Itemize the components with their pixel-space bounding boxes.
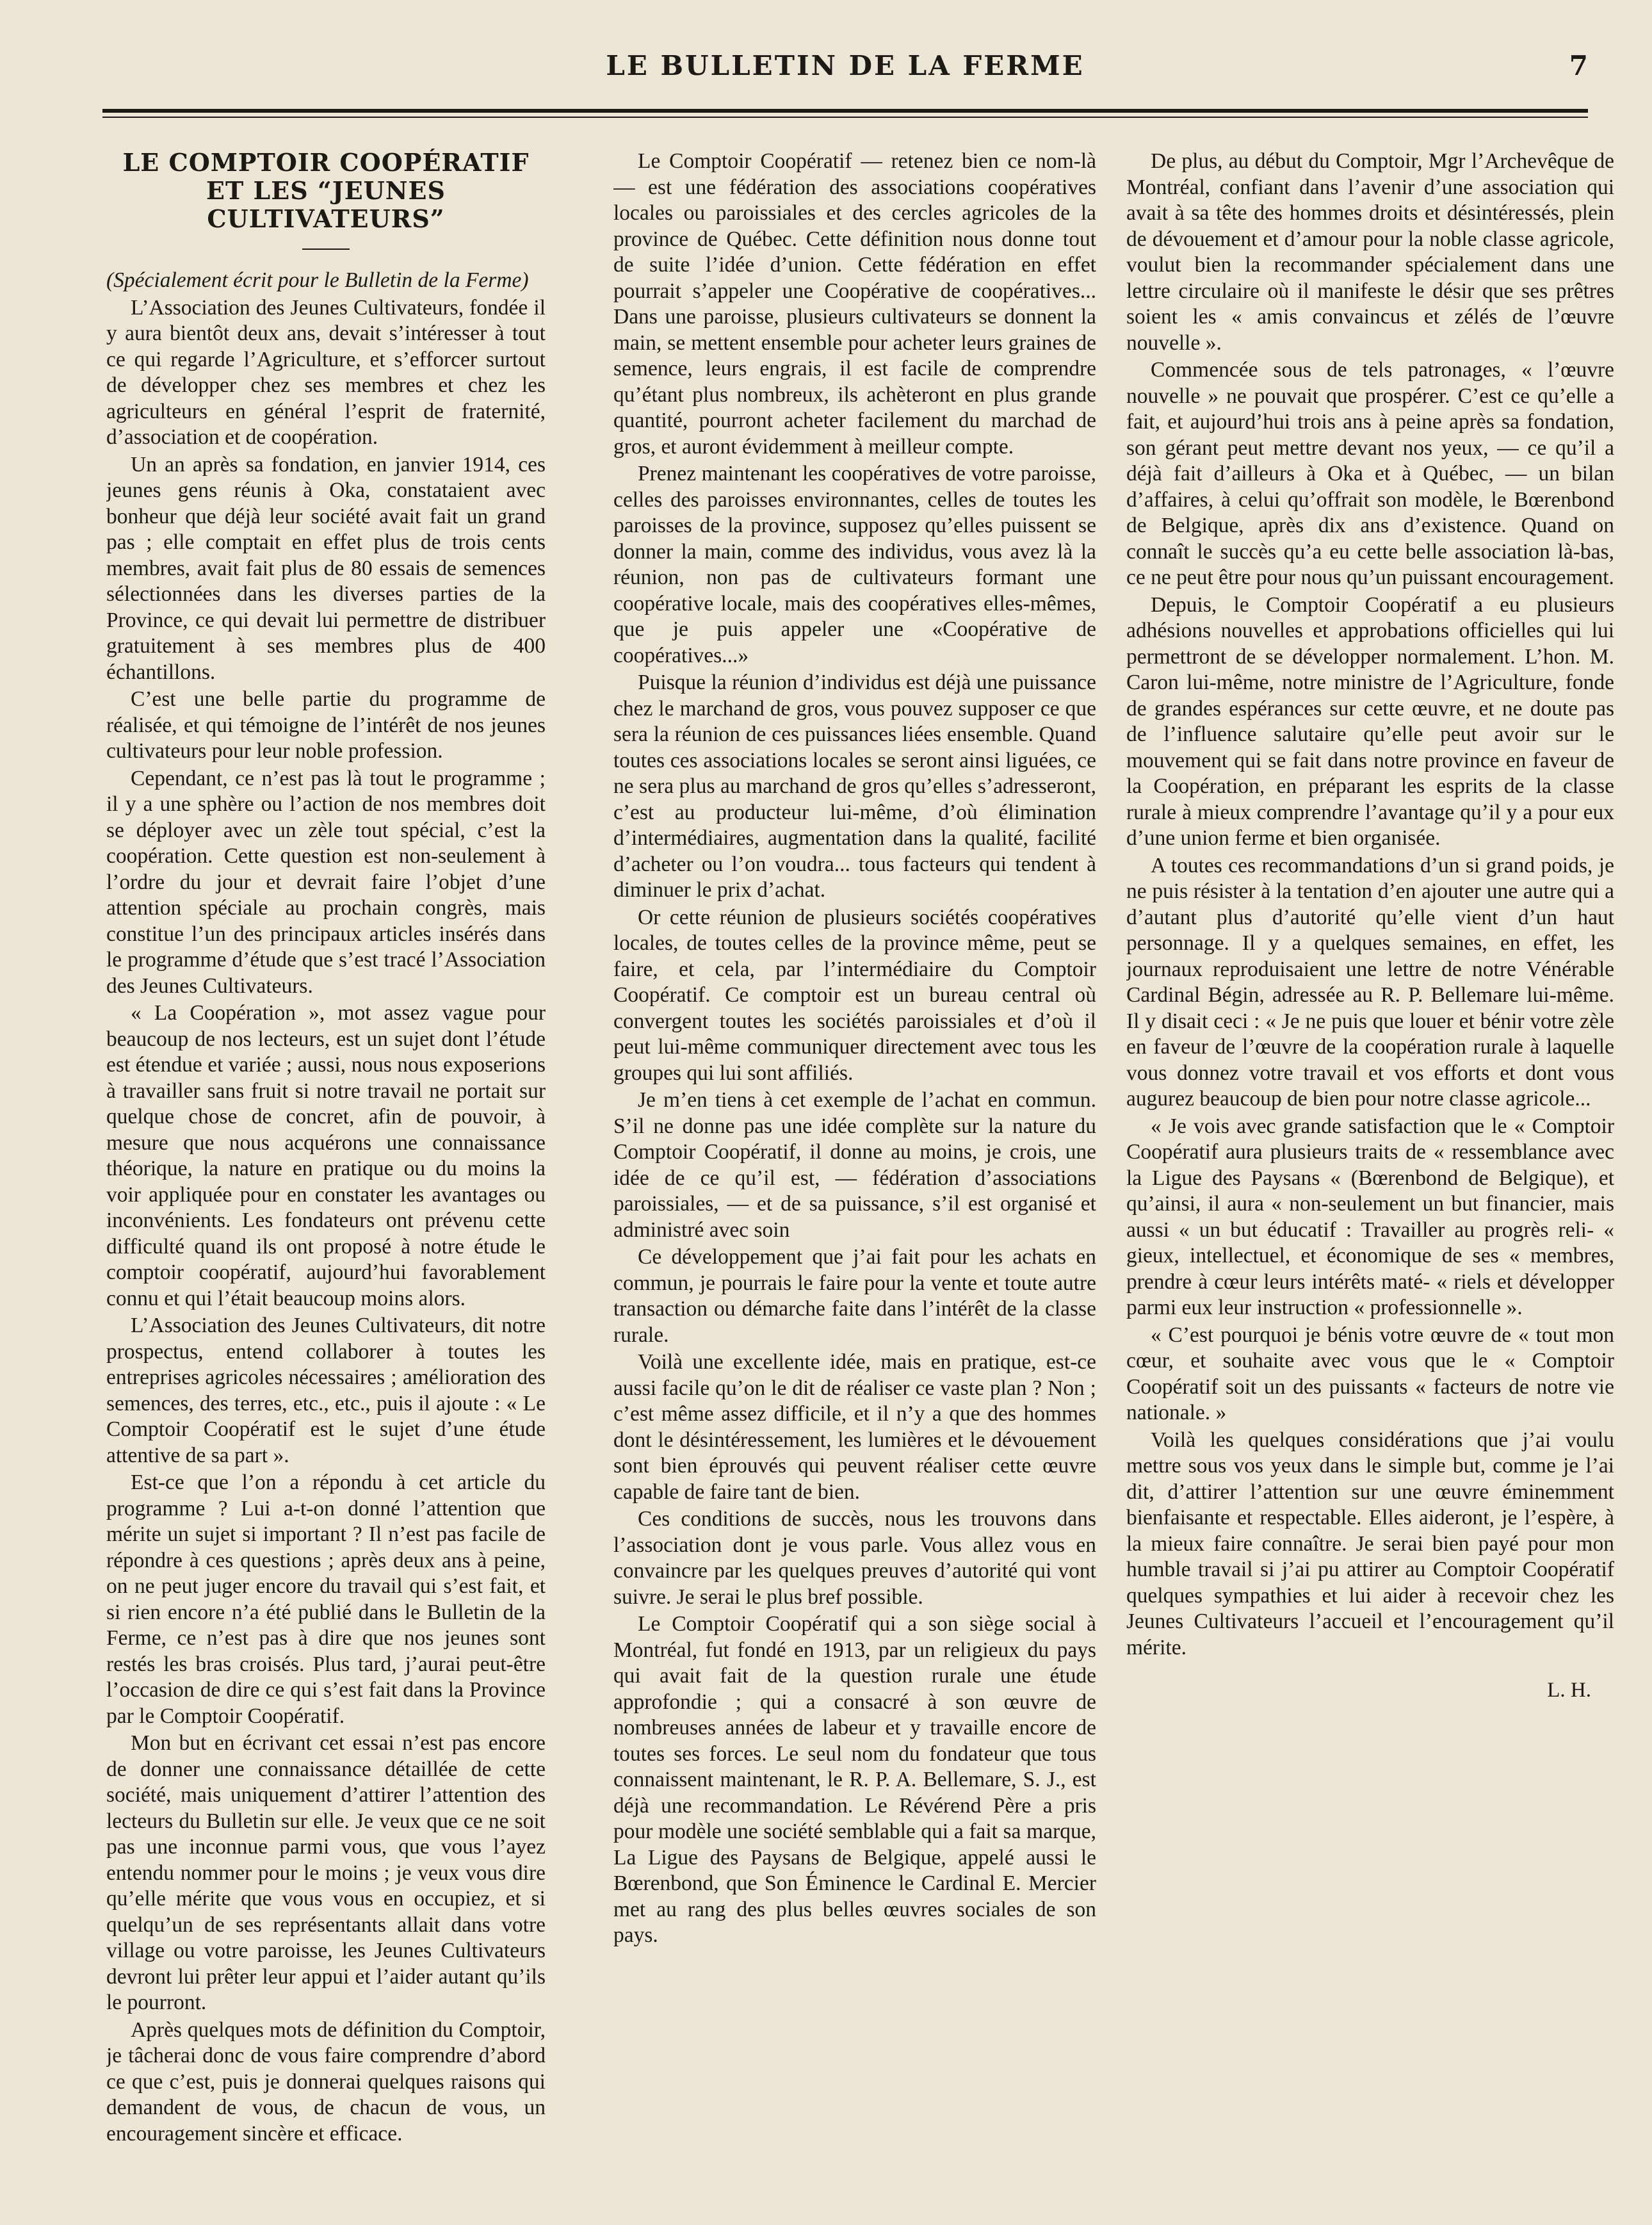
article-paragraph: Cependant, ce n’est pas là tout le programme ; il y a une sphère ou l’action de nos membres doit se déployer avec un zèle tout spécial, c’est la coopération. Cette question est non-seulement à l’ordre du jour et devrait faire l’objet d’une attention spéciale au prochain congrès, mais constitue l’un des principaux articles insérés dans le programme d’étude que s’est tracé l’Association des Jeunes Cultivateurs. — [106, 766, 546, 998]
running-header — [102, 50, 1588, 95]
article-paragraph: Voilà une excellente idée, mais en pratique, est-ce aussi facile qu’on le dit de réaliser ce vaste plan ? Non ; c’est même assez difficile, et il n’y a que des hommes dont le désintéressement, les lumières et le dévouement sont bien éprouvés qui peuvent réaliser cette œuvre capable de faire tant de bien. — [613, 1350, 1096, 1504]
article-paragraph: A toutes ces recommandations d’un si grand poids, je ne puis résister à la tentation d’en ajouter une autre qui a d’autant plus d’autorité qu’elle vient d’un haut personnage. Il y a quelques semaines, en effet, les journaux reproduisaient une lettre de notre Vénérable Cardinal Bégin, adressée au R. P. Bellemare lui-même. Il y disait ceci : « Je ne puis que louer et bénir votre zèle en faveur de l’œuvre de la coopération rurale à laquelle vous donnez votre travail et vos efforts et dont vous augurez beaucoup de bien pour notre classe agricole... — [1126, 853, 1614, 1111]
article-paragraph: Puisque la réunion d’individus est déjà une puissance chez le marchand de gros, vous pouvez supposer ce que sera la réunion de ces puissances liées ensemble. Quand toutes ces associations locales se seront ainsi liguées, ce ne sera plus au marchand de gros qu’elles s’adresseront, c’est au producteur lui-même, d’où élimination d’intermédiaires, augmentation dans la qualité, facilité d’acheter ou l’on voudra... tous facteurs qui tendent à diminuer le prix d’achat. — [613, 671, 1096, 902]
article-paragraph: Depuis, le Comptoir Coopératif a eu plusieurs adhésions nouvelles et approbations officielles qui lui permettront de se développer normalement. L’hon. M. Caron lui-même, notre ministre de l’Agriculture, fonde de grandes espérances sur cette œuvre, et ne doute pas de l’influence salutaire qu’elle peut avoir sur le mouvement qui se fait dans notre province en faveur de la Coopération, en préparant les esprits de la classe rurale à mieux comprendre l’avantage qu’il y a pour eux d’une union ferme et bien organisée. — [1126, 592, 1614, 850]
article-paragraph: C’est une belle partie du programme de réalisée, et qui témoigne de l’intérêt de nos jeunes cultivateurs pour leur noble profession. — [106, 687, 546, 763]
article-column-2 — [613, 149, 1096, 2185]
header-rule-thick — [102, 109, 1588, 113]
article-paragraph: « La Coopération », mot assez vague pour beaucoup de nos lecteurs, est un sujet dont l’étude est étendue et variée ; aussi, nous nous exposerions à travailler sans fruit si notre travail ne portait sur quelque chose de concret, afin de pouvoir, à mesure que nous acquérons une connaissance théorique, la nature en pratique ou du moins la voir appliquée pour en constater les avantages ou inconvénients. Les fondateurs ont prévenu cette difficulté quand ils ont proposé à notre étude le comptoir coopératif, aujourd’hui favorablement connu et qui l’était beaucoup moins alors. — [106, 1001, 546, 1310]
article-byline: (Spécialement écrit pour le Bulletin de la Ferme) — [106, 268, 529, 292]
article-paragraph: Or cette réunion de plusieurs sociétés coopératives locales, de toutes celles de la province même, peut se faire, et cela, par l’intermédiaire du Comptoir Coopératif. Ce comptoir est un bureau central où convergent toutes les sociétés paroissiales et d’où il peut lui-même communiquer directement avec tous les groupes qui lui sont affiliés. — [613, 905, 1096, 1085]
article-paragraph: Prenez maintenant les coopératives de votre paroisse, celles des paroisses environnantes, celles de toutes les paroisses de la province, supposez qu’elles puissent se donner la main, comme des individus, vous avez là la réunion, non pas de cultivateurs formant une coopérative locale, mais des coopératives elles-mêmes, que je puis appeler une «Coopérative de coopératives...» — [613, 462, 1096, 667]
headline-divider — [302, 249, 350, 250]
article-paragraph: « Je vois avec grande satisfaction que le « Comptoir Coopératif aura plusieurs traits de « ressemblance avec la Ligue des Paysans « (Bœrenbond de Belgique), et qu’ainsi, il aura « non-seulement un but financier, mais aussi « un but éducatif : Travailler au progrès reli- « gieux, intellectuel, et économique de ses « membres, prendre à cœur leurs intérêts maté- « riels et développer parmi eux leur instruction « professionnelle ». — [1126, 1114, 1614, 1319]
publication-title: LE BULLETIN DE LA FERME — [606, 50, 1085, 81]
article-paragraph: Mon but en écrivant cet essai n’est pas encore de donner une connaissance détaillée de cette société, mais uniquement d’attirer l’attention des lecteurs du Bulletin sur elle. Je veux que ce ne soit pas une inconnue parmi vous, que vous l’ayez entendu nommer pour le moins ; je veux vous dire qu’elle mérite que vous vous en occupiez, et si quelqu’un de ses représentants allait dans votre village ou votre paroisse, les Jeunes Cultivateurs devront lui prêter leur appui et l’aider autant qu’ils le pourront. — [106, 1731, 546, 2014]
article-paragraph: Voilà les quelques considérations que j’ai voulu mettre sous vos yeux dans le simple but, comme je l’ai dit, d’attirer l’attention sur une œuvre éminemment bienfaisante et respectable. Elles aideront, je l’espère, à la mieux faire connaître. Je serai bien payé pour mon humble travail si j’ai pu attirer au Comptoir Coopératif quelques sympathies et lui aider à recevoir chez les Jeunes Cultivateurs l’accueil et l’encouragement qu’il mérite. — [1126, 1428, 1614, 1659]
article-paragraph: Le Comptoir Coopératif — retenez bien ce nom-là — est une fédération des associations coopératives locales ou paroissiales et des cercles agricoles de la province de Québec. Cette définition nous donne tout de suite l’idée d’union. Cette fédération en effet pourrait s’appeler une Coopérative de coopératives... Dans une paroisse, plusieurs cultivateurs se donnent la main, se mettent ensemble pour acheter leurs graines de semence, leurs engrais, il est facile de comprendre qu’étant plus nombreux, ils achèteront en plus grande quantité, pourront acheter facilement du marchad de gros, et auront évidemment à meilleur compte. — [613, 149, 1096, 459]
article-paragraph: Je m’en tiens à cet exemple de l’achat en commun. S’il ne donne pas une idée complète sur la nature du Comptoir Coopératif, il donne au moins, je crois, une idée de ce qu’il est, — fédération d’associations paroissiales, — et de sa puissance, s’il est organisé et administré avec soin — [613, 1088, 1096, 1242]
page-number: 7 — [1569, 50, 1588, 81]
article-paragraph: « C’est pourquoi je bénis votre œuvre de « tout mon cœur, et souhaite avec vous que le « Comptoir Coopératif soit un des puissants « facteurs de notre vie nationale. » — [1126, 1323, 1614, 1424]
article-paragraph: Ce développement que j’ai fait pour les achats en commun, je pourrais le faire pour la vente et toute autre transaction ou démarche faite dans l’intérêt de la classe rurale. — [613, 1245, 1096, 1347]
article-paragraph: Le Comptoir Coopératif qui a son siège social à Montréal, fut fondé en 1913, par un religieux du pays qui avait fait de la question rurale une étude approfondie ; qui a consacré à son œuvre de nombreuses années de labeur et y travaille encore de toutes ses forces. Le seul nom du fondateur que tous connaissent maintenant, le R. P. A. Bellemare, S. J., est déjà une recommandation. Le Révérend Père a pris pour modèle une société semblable qui a fait sa marque, La Ligue des Paysans de Belgique, appelé aussi le Bœrenbond, que Son Éminence le Cardinal E. Mercier met au rang des plus belles œuvres sociales de son pays. — [613, 1612, 1096, 1947]
article-paragraph: L’Association des Jeunes Cultivateurs, fondée il y aura bientôt deux ans, devait s’intéresser à tout ce qui regarde l’Agriculture, et s’efforcer surtout de développer chez ses membres et chez les agriculteurs en général l’esprit de fraternité, d’association et de coopération. — [106, 295, 546, 449]
article-column-3 — [1126, 149, 1614, 2185]
article-headline: LE COMPTOIR COOPÉRATIF ET LES “JEUNES CULTIVATEURS” — [122, 149, 530, 233]
article-paragraph: Un an après sa fondation, en janvier 1914, ces jeunes gens réunis à Oka, constataient avec bonheur que déjà leur société avait fait un grand pas ; elle comptait en effet plus de trois cents membres, avait fait plus de 80 essais de semences sélectionnées dans les diverses parties de la Province, ce qui devait lui permettre de distribuer gratuitement à ses membres plus de 400 échantillons. — [106, 452, 546, 684]
article-signature: L. H. — [1547, 1679, 1591, 1702]
article-paragraph: Commencée sous de tels patronages, « l’œuvre nouvelle » ne pouvait que prospérer. C’est ce qu’elle a fait, et aujourd’hui trois ans à peine après sa fondation, son gérant peut mettre devant nos yeux, — ce qu’il a déjà fait d’ailleurs à Oka et à Québec, — un bilan d’affaires, à celui qu’offrait son modèle, le Bœrenbond de Belgique, après dix ans d’existence. Quand on connaît le succès qu’a eu cette belle association là-bas, ce ne peut être pour nous qu’un puissant encouragement. — [1126, 358, 1614, 589]
header-rule-thin — [102, 117, 1588, 118]
article-paragraph: Après quelques mots de définition du Comptoir, je tâcherai donc de vous faire comprendre d’abord ce que c’est, puis je donnerai quelques raisons qui demandent de vous, de chacun de vous, un encouragement sincère et efficace. — [106, 2017, 546, 2146]
article-paragraph: De plus, au début du Comptoir, Mgr l’Archevêque de Montréal, confiant dans l’avenir d’une association qui avait à sa tête des hommes droits et désintéressés, plein de dévouement et d’amour pour la noble classe agricole, voulut bien la recommander spécialement dans une lettre circulaire où il manifeste le désir que ses prêtres soient les « amis convaincus et zélés de l’œuvre nouvelle ». — [1126, 149, 1614, 355]
article-column-1 — [106, 149, 546, 2185]
article-paragraph: L’Association des Jeunes Cultivateurs, dit notre prospectus, entend collaborer à toutes les entreprises agricoles nécessaires ; amélioration des semences, des terres, etc., etc., puis il ajoute : « Le Comptoir Coopératif est le sujet d’une étude attentive de sa part ». — [106, 1314, 546, 1467]
article-paragraph: Est-ce que l’on a répondu à cet article du programme ? Lui a-t-on donné l’attention que mérite un sujet si important ? Il n’est pas facile de répondre à ces questions ; après deux ans à peine, on ne peut juger encore du travail qui s’est fait, et si rien encore n’a été publié dans le Bulletin de la Ferme, ce n’est pas à dire que nos jeunes sont restés les bras croisés. Plus tard, j’aurai peut-être l’occasion de dire ce qui s’est fait dans la Province par le Comptoir Coopératif. — [106, 1471, 546, 1728]
article-paragraph: Ces conditions de succès, nous les trouvons dans l’association dont je vous parle. Vous allez vous en convaincre par les quelques preuves d’autorité qui vont suivre. Je serai le plus bref possible. — [613, 1507, 1096, 1609]
